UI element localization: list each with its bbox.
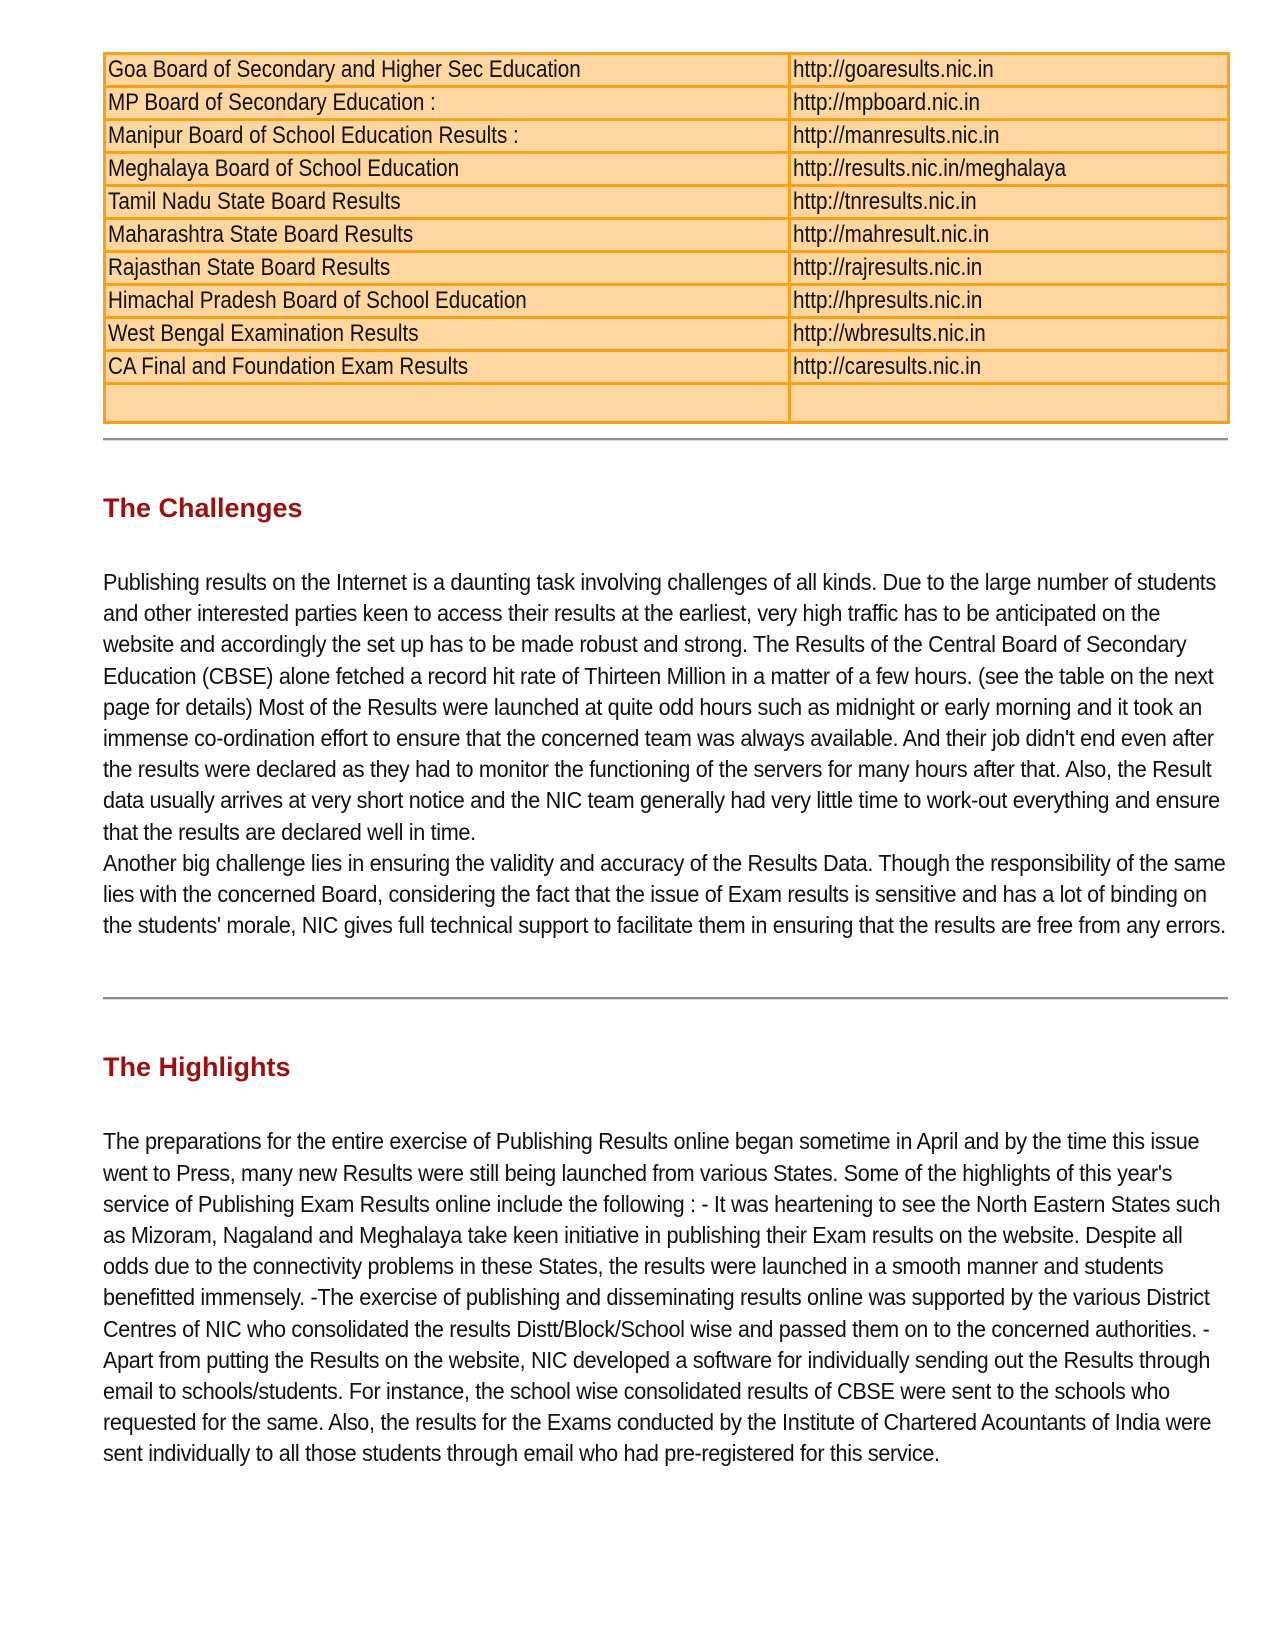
table-row [106, 187, 1227, 217]
table-row [106, 319, 1227, 349]
board-name-cell: Tamil Nadu State Board Results [106, 187, 788, 217]
board-name-cell: Meghalaya Board of School Education [106, 154, 788, 184]
table-row [106, 352, 1227, 382]
result-url-link[interactable]: http://rajresults.nic.in [791, 253, 1227, 283]
table-row [106, 286, 1227, 316]
highlights-paragraph-1: The preparations for the entire exercise of Publishing Results online began sometime in April and by the time this issue went to Press, many new Results were still being launched from various States. Some of the highlights of this year's service of Publishing Exam Results online include the following : - It was heartening to see the North Eastern States such as Mizoram, Nagaland and Meghalaya take keen initiative in publishing their Exam results on the website. Despite all odds due to the connectivity problems in these States, the results were launched in a smooth manner and students benefitted immensely. -The exercise of publishing and disseminating results online was supported by the various District Centres of NIC who consolidated the results Distt/Block/School wise and passed them on to the concerned authorities. - Apart from putting the Results on the website, NIC developed a software for individually sending out the Results through email to schools/students. For instance, the school wise consolidated results of CBSE were sent to the schools who requested for the same. Also, the results for the Exams conducted by the Institute of Chartered Acountants of India were sent individually to all those students through email who had pre-registered for this service. [103, 1128, 1221, 1467]
table-row [106, 154, 1227, 184]
empty-cell [106, 385, 788, 421]
empty-table-row [106, 385, 1227, 421]
challenges-paragraph-2: Another big challenge lies in ensuring the validity and accuracy of the Results Data. Though the responsibility of the same lies with the concerned Board, considering the fact that the issue of Exam results is sensitive and has a lot of binding on the students' morale, NIC gives full technical support to facilitate them in ensuring that the results are free from any errors. [103, 849, 1226, 939]
result-url-link[interactable]: http://tnresults.nic.in [791, 187, 1227, 217]
results-links-table [103, 52, 1230, 424]
board-name-cell: Rajasthan State Board Results [106, 253, 788, 283]
challenges-heading: The Challenges [103, 493, 303, 523]
result-url-link[interactable]: http://mahresult.nic.in [791, 220, 1227, 250]
board-name-cell: Himachal Pradesh Board of School Education [106, 286, 788, 316]
page-content [103, 52, 1228, 1470]
highlights-heading: The Highlights [103, 1052, 291, 1083]
result-url-link[interactable]: http://manresults.nic.in [791, 121, 1227, 151]
board-name-cell: CA Final and Foundation Exam Results [106, 352, 788, 382]
result-url-link[interactable]: http://wbresults.nic.in [791, 319, 1227, 349]
result-url-link[interactable]: http://results.nic.in/meghalaya [791, 154, 1227, 184]
table-row [106, 220, 1227, 250]
board-name-cell: West Bengal Examination Results [106, 319, 788, 349]
table-row [106, 253, 1227, 283]
challenges-body [103, 567, 1228, 941]
result-url-link[interactable]: http://goaresults.nic.in [791, 55, 1227, 85]
result-url-link[interactable]: http://hpresults.nic.in [791, 286, 1227, 316]
board-name-cell: Maharashtra State Board Results [106, 220, 788, 250]
board-name-cell: Goa Board of Secondary and Higher Sec Education [106, 55, 788, 85]
table-row [106, 88, 1227, 118]
table-row [106, 121, 1227, 151]
result-url-link[interactable]: http://caresults.nic.in [791, 352, 1227, 382]
challenges-paragraph-1: Publishing results on the Internet is a daunting task involving challenges of all kinds. Due to the large number of students and other interested parties keen to access their results at the earliest, very high traffic has to be anticipated on the website and accordingly the set up has to be made robust and strong. The Results of the Central Board of Secondary Education (CBSE) alone fetched a record hit rate of Thirteen Million in a matter of a few hours. (see the table on the next page for details) Most of the Results were launched at quite odd hours such as midnight or early morning and it took an immense co-ordination effort to ensure that the concerned team was always available. And their job didn't end even after the results were declared as they had to monitor the functioning of the servers for many hours after that. Also, the Result data usually arrives at very short notice and the NIC team generally had very little time to work-out everything and ensure that the results are declared well in time. [103, 569, 1220, 845]
empty-cell [791, 385, 1227, 421]
board-name-cell: MP Board of Secondary Education : [106, 88, 788, 118]
result-url-link[interactable]: http://mpboard.nic.in [791, 88, 1227, 118]
highlights-body [103, 1126, 1228, 1469]
table-row [106, 55, 1227, 85]
board-name-cell: Manipur Board of School Education Results : [106, 121, 788, 151]
